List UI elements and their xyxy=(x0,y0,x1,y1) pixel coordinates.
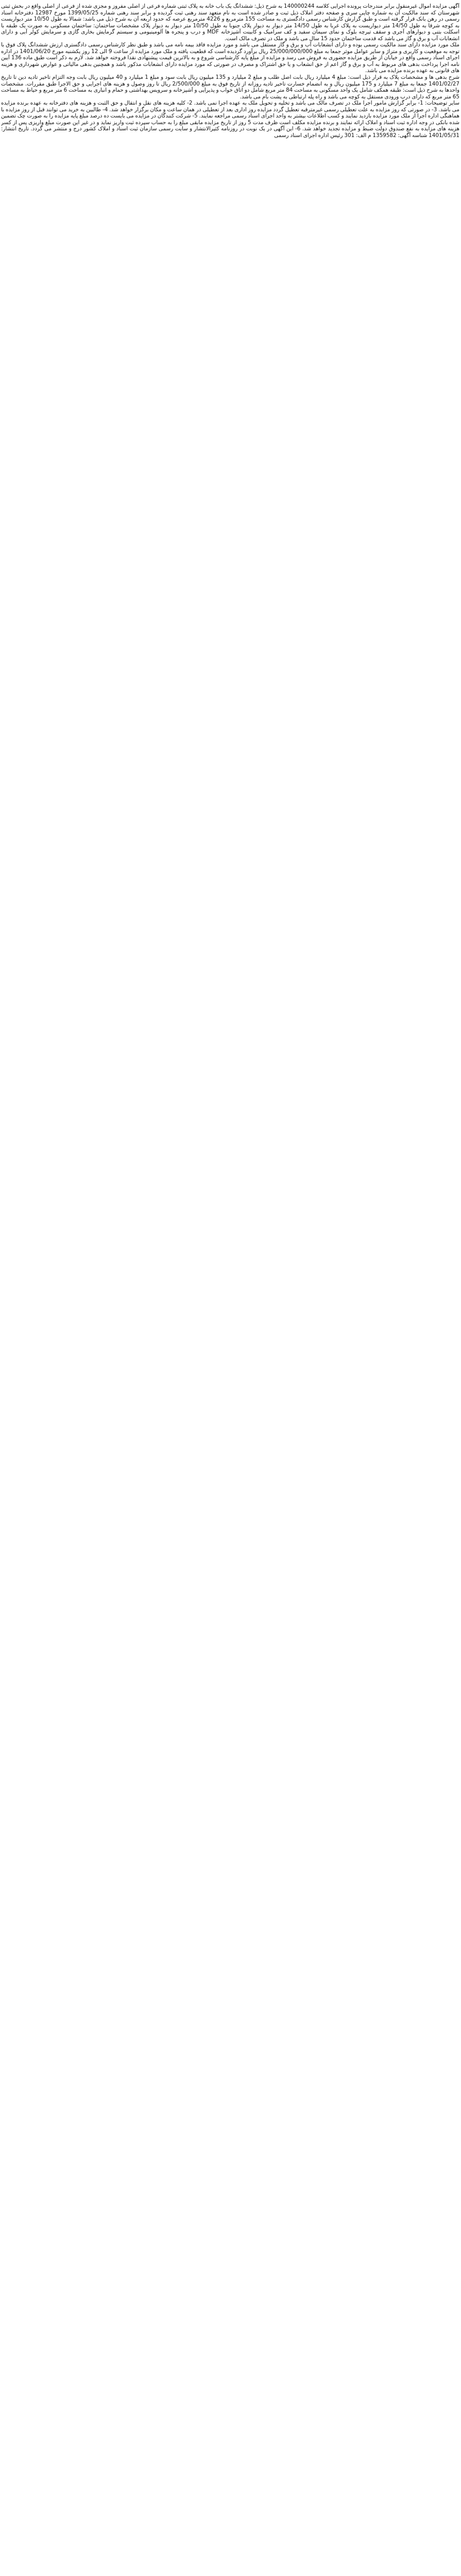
notice-paragraph: شرح بدهی ها و مشخصات پلاک به قرار ذیل است: مبلغ 4 ميليارد ریال بابت اصل طلب و مبلغ 2 میلیارد و 135 میلیون ریال بابت سود و مبلغ 1 میلیارد و 40 میلیون ریال بابت وجه التزام تاخیر تادیه دین تا تاریخ 1401/02/27 جمعا به مبلغ 7 میلیارد و 175 میلیون ریال و به انضمام خسارت تاخیر تادیه روزانه از تاریخ فوق به مبلغ 2/500/000 ریال تا روز وصول و هزینه های اجرایی و حق الاجرا طبق مقررات. مشخصات واحدها به شرح ذیل است: طبقه همکف شامل یک واحد مسکونی به مساحت 84 متر مربع شامل دو اتاق خواب و پذیرایی و آشپزخانه و سرویس بهداشتی و حمام و انباری به مساحت 6 متر مربع و حیاط به مساحت 65 متر مربع که دارای درب ورودی مستقل به کوچه می باشد و راه پله ارتباطی به پشت بام می باشد. xyxy=(1,74,459,100)
notice-paragraph: ملک مورد مزایده دارای سند مالکیت رسمی بوده و دارای انشعابات آب و برق و گاز مستقل می باشد و مورد مزایده فاقد بیمه نامه می باشد و طبق نظر کارشناس رسمی دادگستری ارزش ششدانگ پلاک فوق با توجه به موقعیت و کاربری و متراژ و سایر عوامل موثر جمعا به مبلغ 25/000/000/000 ریال برآورد گردیده است که قطعیت یافته و ملک مورد مزایده از ساعت 9 الی 12 روز یکشنبه مورخ 1401/06/20 در اداره اجرای اسناد رسمی واقع در خیابان از طریق مزایده حضوری به فروش می رسد و مزایده از مبلغ پایه کارشناسی شروع و به بالاترین قیمت پیشنهادی نقدا فروخته خواهد شد. لازم به ذکر است طبق ماده 136 آیین نامه اجرا پرداخت بدهی های مربوط به آب و برق و گاز اعم از حق انشعاب و یا حق اشتراک و مصرف در صورتی که مورد مزایده دارای انشعابات مذکور باشد و همچنین بدهی مالیاتی و عوارض شهرداری و هزینه های قانونی به عهده برنده مزایده می باشد. xyxy=(1,42,459,74)
notice-paragraph: سایر توضیحات: 1- برابر گزارش مامور اجرا ملک در تصرف مالک می باشد و تخلیه و تحویل ملک به عهده اجرا نمی باشد. 2- کلیه هزینه های نقل و انتقال و حق الثبت و هزینه های دفترخانه به عهده برنده مزایده می باشد. 3- در صورتی که روز مزایده به علت تعطیلی رسمی غیرمترقبه تعطیل گردد مزایده روز اداری بعد از تعطیلی در همان ساعت و مکان برگزار خواهد شد. 4- طالبین به خرید می توانند قبل از روز مزایده با هماهنگی اداره اجرا از ملک مورد مزایده بازدید نمایند و کسب اطلاعات بیشتر به واحد اجرای اسناد رسمی مراجعه نمایند. 5- شرکت کنندگان در مزایده می بایست ده درصد مبلغ پایه مزایده را به صورت چک تضمین شده بانکی در وجه اداره ثبت اسناد و املاک ارائه نمایند و برنده مزایده مکلف است ظرف مدت 5 روز از تاریخ مزایده مابقی مبلغ را به حساب سپرده ثبت واریز نماید و در غیر این صورت مبلغ واریزی پس از کسر هزینه های مزایده به نفع صندوق دولت ضبط و مزایده تجدید خواهد شد. 6- این آگهی در یک نوبت در روزنامه کثیرالانتشار و سایت رسمی سازمان ثبت اسناد و املاک کشور درج و منتشر می گردد. تاریخ انتشار: 1401/05/31 شناسه آگهی: 1359582 م الف: 301 رئیس اداره اجرای اسناد رسمی xyxy=(1,100,459,139)
mortgage-auction-notice xyxy=(1,3,459,2576)
notice-paragraph: آگهی مزایده اموال غیرمنقول برابر مندرجات پرونده اجرایی کلاسه 140000244 به شرح ذیل: ششدانگ یک باب خانه به پلاک ثبتی شماره فرعی از اصلی مفروز و مجزی شده از فرعی از اصلی واقع در بخش ثبتی شهرستان که سند مالکیت آن به شماره چاپی سری و صفحه دفتر املاک ذیل ثبت و صادر شده است به نام متعهد سند رهنی ثبت گردیده و برابر سند رهنی شماره 1399/05/25 مورخ 12987 دفترخانه اسناد رسمی در رهن بانک قرار گرفته است و طبق گزارش کارشناس رسمی دادگستری به مساحت 155 مترمربع و 4226 مترمربع عرصه که حدود اربعه آن به شرح ذیل می باشد: شمالا به طول 10/50 متر دیواریست به کوچه شرقا به طول 14/50 متر دیواریست به پلاک غربا به طول 14/50 متر دیوار به دیوار پلاک جنوبا به طول 10/50 متر دیوار به دیوار پلاک مشخصات ساختمان: ساختمان مسکونی به صورت یک طبقه با اسکلت بتنی و دیوارهای آجری و سقف تیرچه بلوک و نمای سیمان سفید و کف سرامیک و کابینت آشپزخانه MDF و درب و پنجره ها آلومینیومی و سیستم گرمایش بخاری گازی و سرمایش کولر آبی و دارای انشعابات آب و برق و گاز می باشد که قدمت ساختمان حدود 15 سال می باشد و ملک در تصرف مالک است. xyxy=(1,3,459,42)
